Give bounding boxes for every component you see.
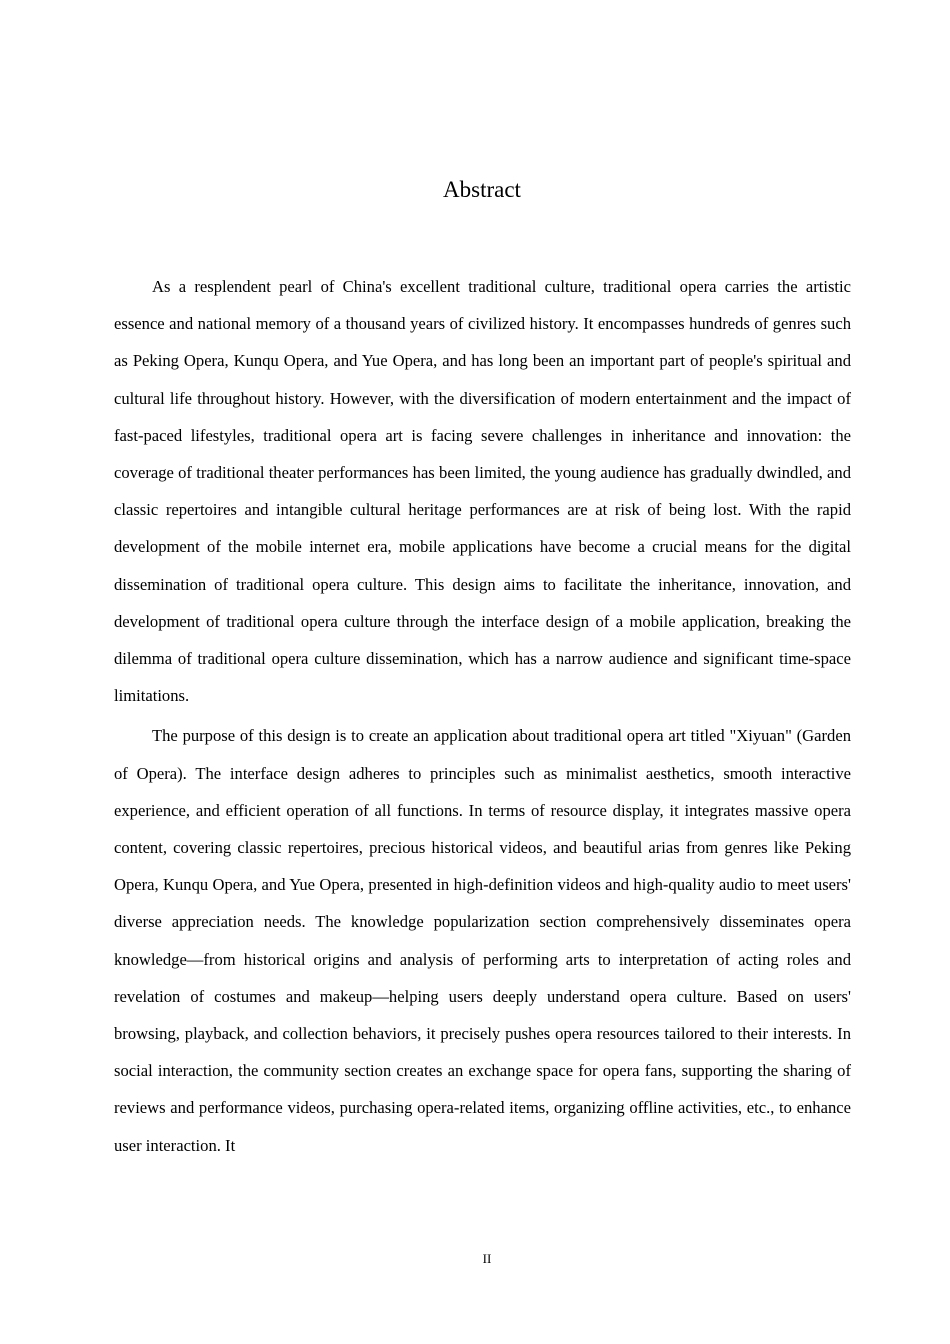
page-title: Abstract bbox=[443, 177, 521, 202]
page-number: II bbox=[482, 1251, 492, 1266]
abstract-paragraph-2: The purpose of this design is to create an application about traditional opera art titled "Xiyuan" (Garden of Opera). The interface design adheres to principles such as minimalist aesthetics, smooth interactive experience, and efficient operation of all functions. In terms of resource display, it integrates massive opera content, covering classic repertoires, precious historical videos, and beautiful arias from genres like Peking Opera, Kunqu Opera, and Yue Opera, presented in high-definition videos and high-quality audio to meet users' diverse appreciation needs. The knowledge popularization section comprehensively disseminates opera knowledge—from historical origins and analysis of performing arts to interpretation of acting roles and revelation of costumes and makeup—helping users deeply understand opera culture. Based on users' browsing, playback, and collection behaviors, it precisely pushes opera resources tailored to their interests. In social interaction, the community section creates an exchange space for opera fans, supporting the sharing of reviews and performance videos, purchasing opera-related items, organizing offline activities, etc., to enhance user interaction. It bbox=[114, 726, 851, 1155]
abstract-paragraph-1: As a resplendent pearl of China's excellent traditional culture, traditional opera carries the artistic essence and national memory of a thousand years of civilized history. It encompasses hundreds of genres such as Peking Opera, Kunqu Opera, and Yue Opera, and has long been an important part of people's spiritual and cultural life throughout history. However, with the diversification of modern entertainment and the impact of fast-paced lifestyles, traditional opera art is facing severe challenges in inheritance and innovation: the coverage of traditional theater performances has been limited, the young audience has gradually dwindled, and classic repertoires and intangible cultural heritage performances are at risk of being lost. With the rapid development of the mobile internet era, mobile applications have become a crucial means for the digital dissemination of traditional opera culture. This design aims to facilitate the inheritance, innovation, and development of traditional opera culture through the interface design of a mobile application, breaking the dilemma of traditional opera culture dissemination, which has a narrow audience and significant time-space limitations. bbox=[114, 277, 851, 706]
abstract-body bbox=[114, 268, 851, 1167]
